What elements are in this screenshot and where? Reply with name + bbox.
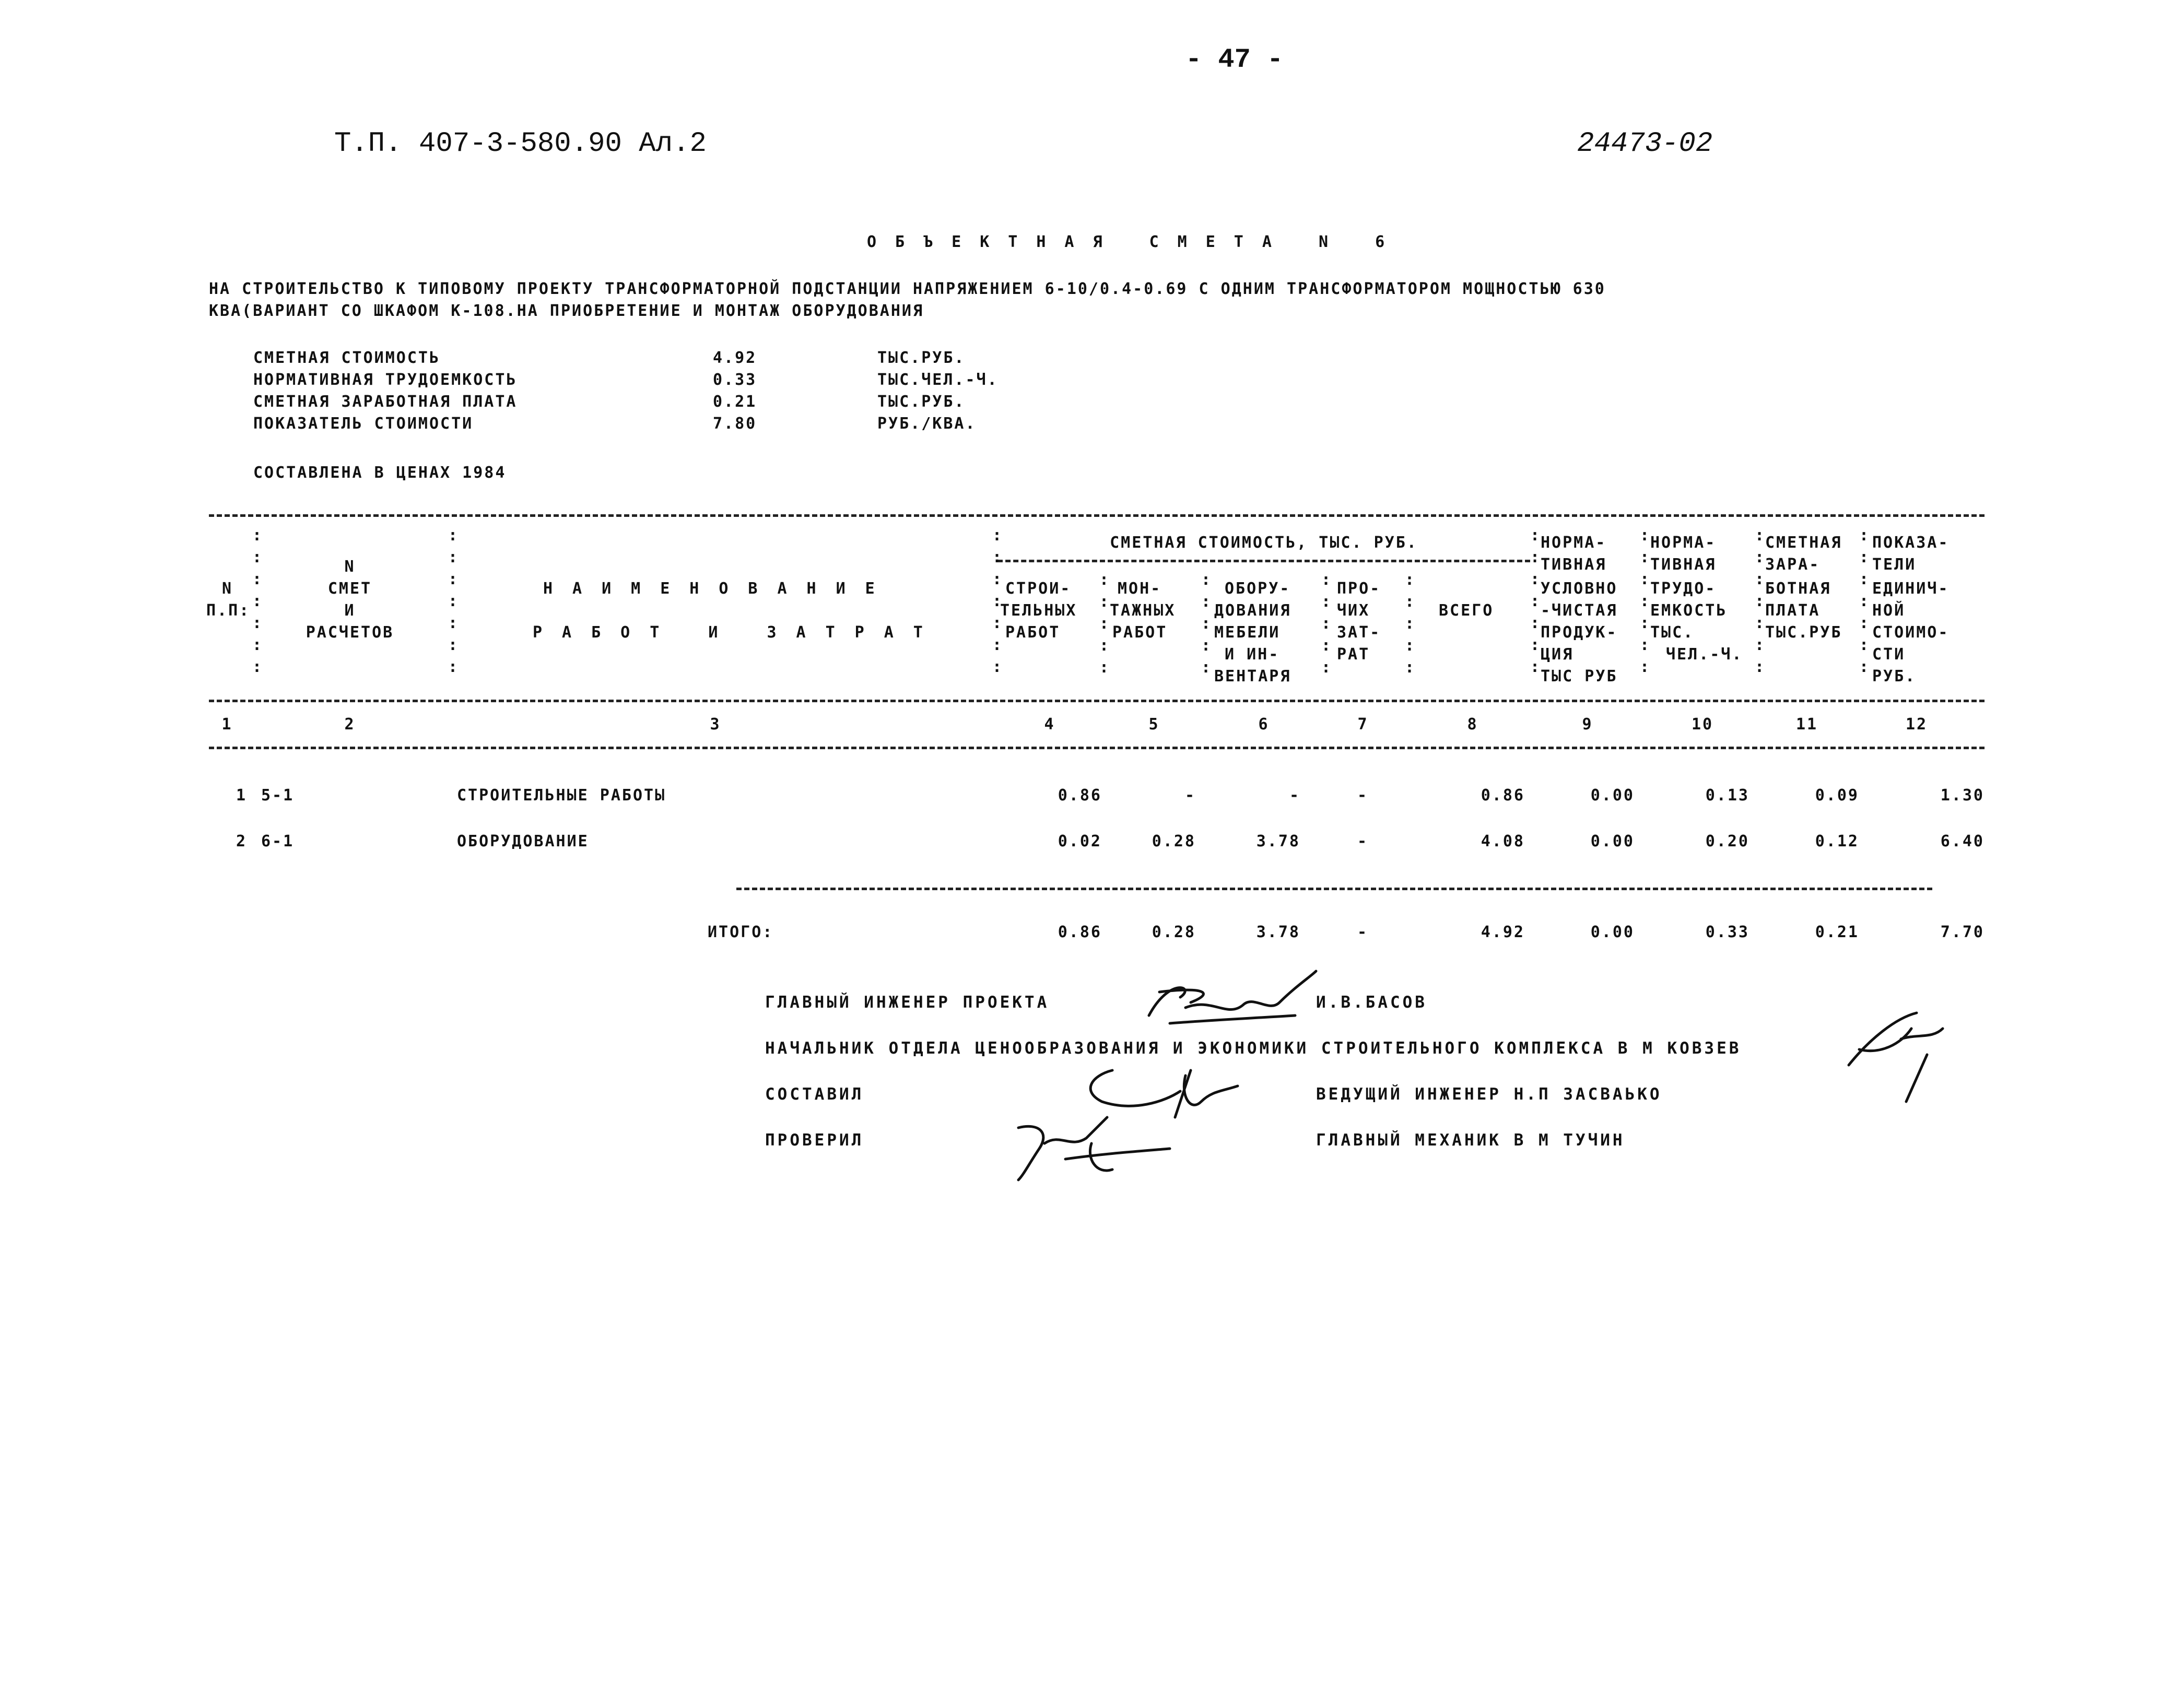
col-header-equipment: МЕБЕЛИ [1214, 623, 1281, 642]
col-header-other: ЗАТ- [1337, 623, 1381, 642]
row-number: 2 [236, 832, 248, 851]
cell-construction: 0.02 [1058, 832, 1102, 851]
cell-labor: 0.20 [1705, 832, 1749, 851]
summary-unit: ТЫС.РУБ. [877, 349, 966, 367]
column-number: 9 [1582, 715, 1593, 734]
cell-other: - [1357, 832, 1368, 851]
column-number: 11 [1795, 715, 1818, 734]
department-head-line: НАЧАЛЬНИК ОТДЕЛА ЦЕНООБРАЗОВАНИЯ И ЭКОНОМИКИ СТРОИТЕЛЬНОГО КОМПЛЕКСА В М КОВЗЕВ [765, 1039, 1742, 1058]
column-number: 8 [1467, 715, 1478, 734]
col-header-wages: ТЫС.РУБ [1765, 623, 1842, 642]
total-other: - [1357, 923, 1368, 941]
separator: : : : : : : : [448, 526, 460, 676]
column-number: 10 [1691, 715, 1714, 734]
chief-engineer-name: И.В.БАСОВ [1316, 993, 1427, 1012]
compiled-name: ВЕДУЩИЙ ИНЖЕНЕР Н.П ЗАСВАЬКО [1316, 1085, 1662, 1104]
col-header-ref: РАСЧЕТОВ [306, 623, 394, 642]
col-header-equipment: ДОВАНИЯ [1214, 601, 1291, 620]
col-header-other: ПРО- [1337, 580, 1381, 598]
signature-basov [1138, 966, 1326, 1034]
col-header-wages: СМЕТНАЯ [1765, 534, 1842, 552]
col-header-wages: ПЛАТА [1765, 601, 1821, 620]
chief-engineer-label: ГЛАВНЫЙ ИНЖЕНЕР ПРОЕКТА [765, 993, 1050, 1012]
separator: : : : : : : : [1640, 526, 1651, 676]
col-header-production: ТИВНАЯ [1541, 556, 1607, 574]
cell-total: 0.86 [1481, 786, 1525, 805]
column-number: 4 [1044, 715, 1055, 734]
subtitle-line-2: КВА(ВАРИАНТ СО ШКАФОМ К-108.НА ПРИОБРЕТЕНИЕ И МОНТАЖ ОБОРУДОВАНИЯ [209, 302, 924, 320]
cell-total: 4.08 [1481, 832, 1525, 851]
cell-equipment: - [1289, 786, 1300, 805]
signature-kovzev [1838, 1008, 1953, 1112]
row-ref: 6-1 [261, 832, 295, 851]
col-header-n: П.П: [206, 601, 251, 620]
col-header-construction: ТЕЛЬНЫХ [1000, 601, 1077, 620]
col-header-labor: НОРМА- [1650, 534, 1717, 552]
col-header-wages: БОТНАЯ [1765, 580, 1831, 598]
colnum-bottom-rule [209, 747, 1985, 749]
column-number: 7 [1357, 715, 1369, 734]
separator: : : : : : [1099, 571, 1111, 677]
summary-label: ПОКАЗАТЕЛЬ СТОИМОСТИ [253, 415, 474, 433]
column-number: 12 [1905, 715, 1928, 734]
col-header-ref: И [344, 601, 356, 620]
total-label: ИТОГО: [708, 923, 774, 941]
total-installation: 0.28 [1152, 923, 1196, 941]
summary-label: НОРМАТИВНАЯ ТРУДОЕМКОСТЬ [253, 371, 518, 389]
cell-installation: 0.28 [1152, 832, 1196, 851]
cell-unit-cost: 1.30 [1940, 786, 1985, 805]
col-header-labor: ТИВНАЯ [1650, 556, 1717, 574]
total-rule [736, 888, 1932, 890]
summary-label: СМЕТНАЯ ЗАРАБОТНАЯ ПЛАТА [253, 393, 518, 411]
separator: : : : : : [1405, 571, 1416, 677]
col-header-unit-cost: РУБ. [1872, 667, 1917, 686]
compiled-label: СОСТАВИЛ [765, 1085, 864, 1104]
cost-group-rule [997, 560, 1530, 562]
total-unit-cost: 7.70 [1940, 923, 1985, 941]
col-header-unit-cost: НОЙ [1872, 601, 1906, 620]
summary-value: 7.80 [713, 415, 757, 433]
cell-unit-cost: 6.40 [1940, 832, 1985, 851]
summary-value: 0.33 [713, 371, 757, 389]
col-header-unit-cost: ЕДИНИЧ- [1872, 580, 1950, 598]
col-header-installation: РАБОТ [1112, 623, 1168, 642]
col-header-name: НАИМЕНОВАНИЕ [543, 580, 895, 598]
cell-production: 0.00 [1590, 786, 1635, 805]
separator: : : : : : : : [1755, 526, 1766, 676]
col-header-unit-cost: СТИ [1872, 645, 1906, 664]
col-header-production: ТЫС РУБ [1541, 667, 1618, 686]
separator: : : : : : : : [992, 526, 1004, 676]
separator: : : : : : [1321, 571, 1333, 677]
cell-other: - [1357, 786, 1368, 805]
col-header-labor: ЕМКОСТЬ [1650, 601, 1728, 620]
col-header-production: -ЧИСТАЯ [1541, 601, 1618, 620]
col-header-construction: СТРОИ- [1005, 580, 1072, 598]
col-header-labor: ТЫС. [1650, 623, 1695, 642]
total-wages: 0.21 [1815, 923, 1859, 941]
row-name: ОБОРУДОВАНИЕ [457, 832, 589, 851]
cell-labor: 0.13 [1705, 786, 1749, 805]
col-header-other: РАТ [1337, 645, 1370, 664]
summary-value: 0.21 [713, 393, 757, 411]
total-sum: 4.92 [1481, 923, 1525, 941]
document-title: ОБЪЕКТНАЯ СМЕТА N 6 [867, 233, 1404, 251]
col-header-total: ВСЕГО [1439, 601, 1494, 620]
signature-checked [1008, 1112, 1175, 1185]
col-header-equipment: ВЕНТАРЯ [1214, 667, 1291, 686]
row-ref: 5-1 [261, 786, 295, 805]
total-equipment: 3.78 [1256, 923, 1300, 941]
checked-label: ПРОВЕРИЛ [765, 1131, 864, 1150]
col-header-construction: РАБОТ [1005, 623, 1061, 642]
row-name: СТРОИТЕЛЬНЫЕ РАБОТЫ [457, 786, 666, 805]
col-header-ref: СМЕТ [327, 580, 372, 598]
separator: : : : : : : : [1859, 526, 1871, 676]
page-number: - 47 - [1185, 44, 1284, 75]
cell-equipment: 3.78 [1256, 832, 1300, 851]
document-code: Т.П. 407-3-580.90 Ал.2 [334, 128, 707, 160]
cell-wages: 0.12 [1815, 832, 1859, 851]
summary-label: СМЕТНАЯ СТОИМОСТЬ [253, 349, 441, 367]
col-header-installation: МОН- [1118, 580, 1162, 598]
col-header-production: УСЛОВНО [1541, 580, 1618, 598]
col-header-unit-cost: СТОИМО- [1872, 623, 1950, 642]
summary-unit: ТЫС.ЧЕЛ.-Ч. [877, 371, 999, 389]
column-number: 5 [1148, 715, 1160, 734]
table-top-rule [209, 514, 1985, 517]
col-header-ref: N [344, 558, 356, 576]
column-number: 2 [344, 715, 356, 734]
col-header-unit-cost: ПОКАЗА- [1872, 534, 1950, 552]
total-production: 0.00 [1590, 923, 1635, 941]
col-header-production: ЦИЯ [1541, 645, 1574, 664]
separator: : : : : : : : [1530, 526, 1542, 676]
col-header-production: НОРМА- [1541, 534, 1607, 552]
col-header-equipment: И ИН- [1225, 645, 1280, 664]
cost-group-header: СМЕТНАЯ СТОИМОСТЬ, ТЫС. РУБ. [1110, 534, 1418, 552]
col-header-labor: ТРУДО- [1650, 580, 1717, 598]
summary-unit: ТЫС.РУБ. [877, 393, 966, 411]
summary-unit: РУБ./КВА. [877, 415, 977, 433]
cell-production: 0.00 [1590, 832, 1635, 851]
col-header-name: РАБОТ И ЗАТРАТ [533, 623, 943, 642]
checked-name: ГЛАВНЫЙ МЕХАНИК В М ТУЧИН [1316, 1131, 1625, 1150]
column-number: 1 [221, 715, 233, 734]
col-header-production: ПРОДУК- [1541, 623, 1618, 642]
subtitle-line-1: НА СТРОИТЕЛЬСТВО К ТИПОВОМУ ПРОЕКТУ ТРАНСФОРМАТОРНОЙ ПОДСТАНЦИИ НАПРЯЖЕНИЕМ 6-10/0.4-0.69 С ОДНИМ ТРАНСФОРМАТОРОМ МОЩНОСТЬЮ 630 [209, 280, 1606, 298]
document-number: 24473-02 [1577, 128, 1713, 160]
col-header-equipment: ОБОРУ- [1225, 580, 1291, 598]
col-header-other: ЧИХ [1337, 601, 1370, 620]
header-bottom-rule [209, 700, 1985, 702]
total-labor: 0.33 [1705, 923, 1749, 941]
cell-construction: 0.86 [1058, 786, 1102, 805]
col-header-wages: ЗАРА- [1765, 556, 1821, 574]
row-number: 1 [236, 786, 248, 805]
prices-note: СОСТАВЛЕНА В ЦЕНАХ 1984 [253, 464, 507, 482]
cell-wages: 0.09 [1815, 786, 1859, 805]
col-header-installation: ТАЖНЫХ [1110, 601, 1176, 620]
separator: : : : : : : : [252, 526, 264, 676]
summary-value: 4.92 [713, 349, 757, 367]
total-construction: 0.86 [1058, 923, 1102, 941]
col-header-n: N [222, 580, 233, 598]
column-number: 6 [1258, 715, 1270, 734]
column-number: 3 [710, 715, 721, 734]
cell-installation: - [1184, 786, 1196, 805]
col-header-labor: ЧЕЛ.-Ч. [1666, 645, 1743, 664]
separator: : : : : : [1201, 571, 1213, 677]
col-header-unit-cost: ТЕЛИ [1872, 556, 1917, 574]
